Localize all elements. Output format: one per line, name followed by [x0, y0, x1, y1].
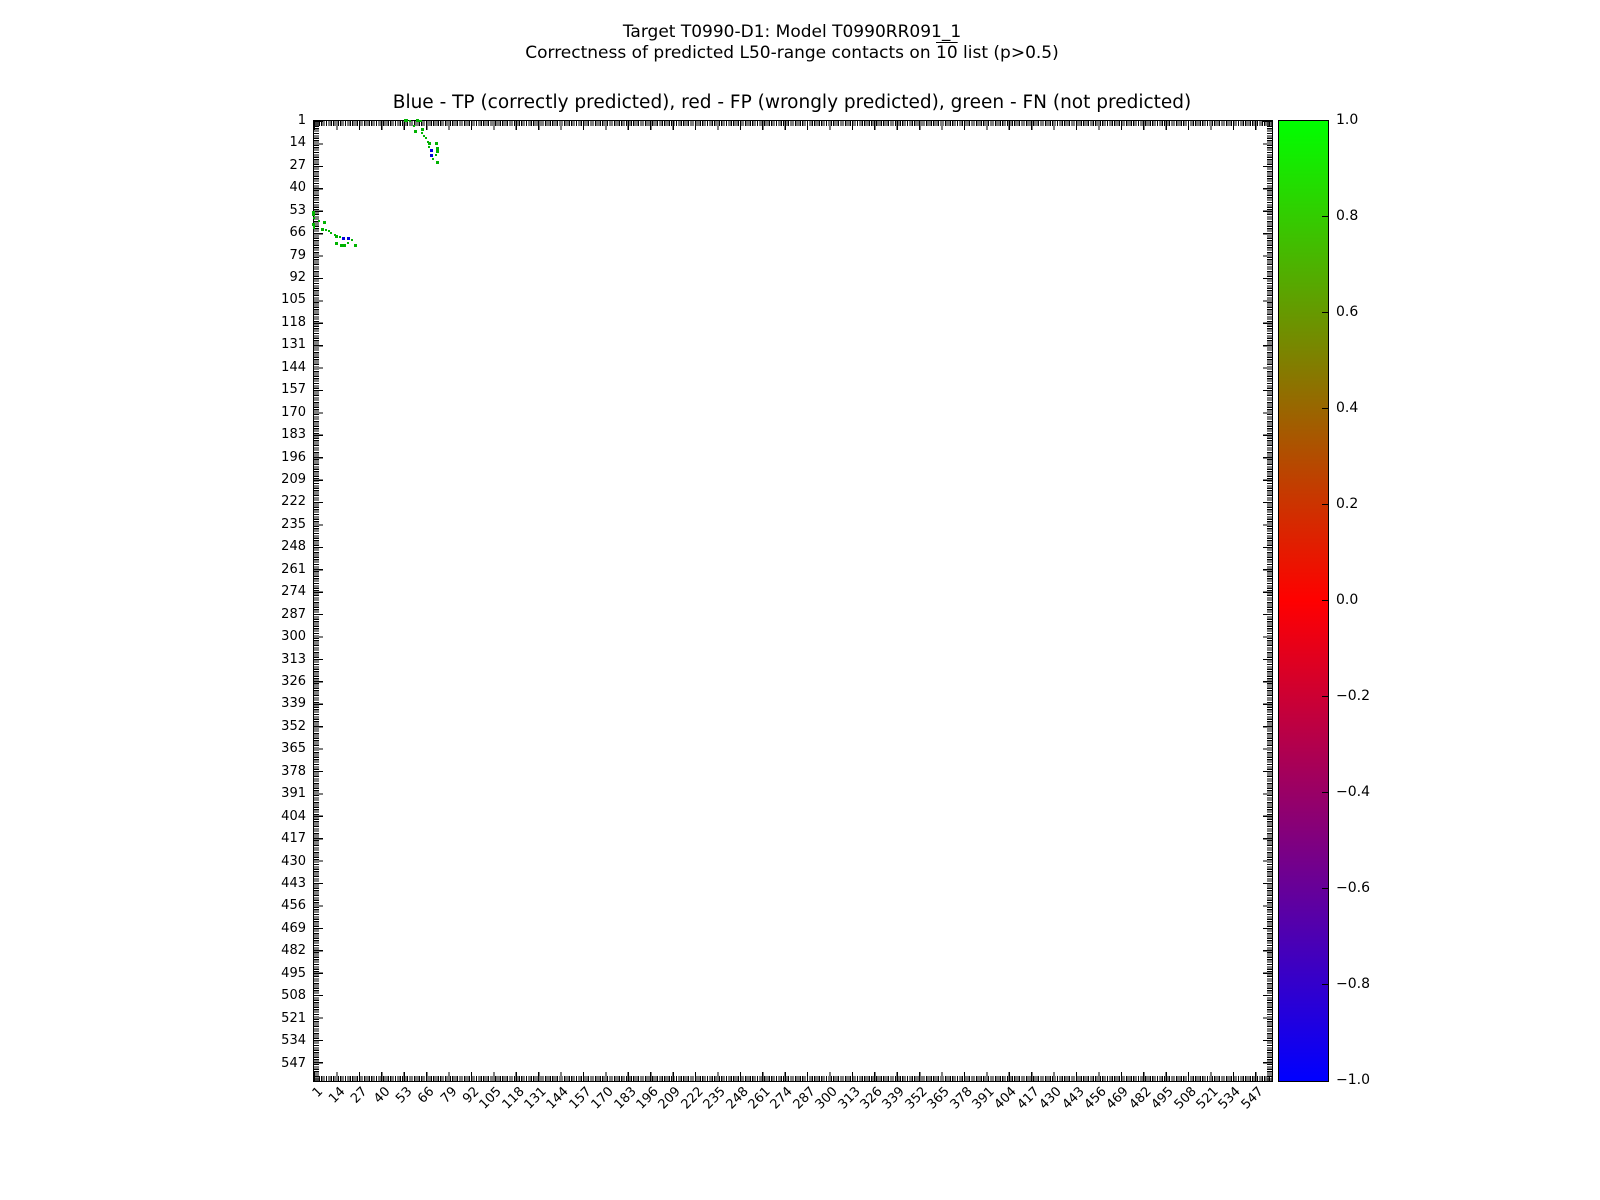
contact-dot-fn: [312, 213, 315, 216]
y-tick-label: 391: [281, 786, 306, 802]
colorbar-tick-label: −0.2: [1336, 688, 1370, 704]
colorbar-tick-label: −1.0: [1336, 1072, 1370, 1088]
contact-dot-fn: [421, 128, 424, 131]
y-tick-label: 40: [289, 180, 306, 196]
y-tick-label: 183: [281, 427, 306, 443]
x-tick-label: 53: [393, 1084, 416, 1107]
colorbar-tick-label: −0.4: [1336, 784, 1370, 800]
x-tick-label: 196: [633, 1084, 662, 1113]
colorbar-tick: [1322, 216, 1328, 218]
contact-dot-fn: [335, 242, 338, 245]
y-tick-label: 547: [281, 1055, 306, 1071]
y-tick-label: 248: [281, 539, 306, 555]
colorbar-tick: [1322, 312, 1328, 314]
colorbar-tick-label: 0.6: [1336, 304, 1359, 320]
contact-dot-fn: [435, 154, 437, 156]
colorbar-tick-label: 0.2: [1336, 496, 1359, 512]
x-tick-label: 27: [348, 1084, 371, 1107]
contact-dot-fn: [425, 137, 427, 139]
y-tick-label: 404: [281, 808, 306, 824]
colorbar-tick: [1322, 504, 1328, 506]
contact-dot-fn: [321, 228, 324, 231]
y-axis-minor-ticks-right: [1267, 121, 1272, 1081]
contact-dot-fn: [421, 132, 423, 134]
subtitle-overline: 10: [936, 43, 958, 63]
y-tick-label: 482: [281, 943, 306, 959]
x-tick-label: 534: [1215, 1084, 1245, 1113]
colorbar-tick: [1322, 696, 1328, 698]
x-tick-label: 443: [1059, 1084, 1088, 1113]
x-tick-label: 482: [1126, 1084, 1155, 1113]
x-tick-label: 404: [991, 1084, 1021, 1113]
colorbar-tick: [1322, 984, 1328, 986]
x-tick-label: 66: [415, 1084, 438, 1107]
y-tick-label: 235: [281, 516, 306, 532]
axes-title: Blue - TP (correctly predicted), red - FP (wrongly predicted), green - FN (not predicted): [392, 92, 1192, 113]
contact-dot-tp: [430, 149, 433, 152]
colorbar-tick-label: 0.0: [1336, 592, 1359, 608]
y-tick-label: 430: [281, 853, 306, 869]
contact-dot-fn: [323, 221, 326, 224]
subtitle-pre: Correctness of predicted L50-range contacts on: [525, 43, 936, 63]
figure-title: Target T0990-D1: Model T0990RR091_1: [622, 22, 962, 42]
x-tick-label: 105: [476, 1084, 505, 1113]
contact-dot-fn: [335, 235, 338, 238]
y-tick-label: 339: [281, 696, 306, 712]
y-tick-label: 14: [289, 135, 306, 151]
y-tick-label: 118: [281, 314, 306, 330]
x-tick-label: 79: [437, 1084, 461, 1107]
x-axis-minor-ticks-bottom: [314, 1076, 1272, 1081]
y-tick-label: 144: [281, 359, 306, 375]
y-tick-label: 443: [281, 876, 306, 892]
x-tick-label: 508: [1171, 1084, 1200, 1113]
x-axis-major-ticks-bottom: [314, 1072, 1272, 1081]
x-tick-label: 144: [544, 1084, 573, 1113]
y-tick-label: 469: [281, 920, 306, 936]
x-tick-label: 170: [588, 1084, 617, 1113]
y-tick-label: 1: [297, 112, 306, 128]
y-tick-label: 365: [281, 741, 306, 757]
contact-dot-fn: [313, 227, 315, 229]
contact-dot-fn: [428, 142, 431, 145]
contact-dot-tp: [347, 237, 350, 240]
colorbar-tick: [1322, 792, 1328, 794]
y-tick-label: 209: [281, 472, 306, 487]
x-tick-label: 1: [309, 1084, 326, 1101]
x-tick-label: 14: [325, 1084, 349, 1107]
contact-dot-fn: [405, 119, 408, 122]
x-tick-label: 157: [566, 1084, 595, 1113]
x-tick-label: 40: [370, 1084, 393, 1107]
contact-dot-fn: [436, 150, 439, 153]
x-tick-label: 261: [745, 1084, 774, 1113]
colorbar-tick-label: 0.4: [1336, 400, 1359, 416]
y-tick-label: 534: [281, 1033, 306, 1049]
y-tick-label: 352: [281, 718, 306, 734]
y-tick-label: 417: [281, 831, 306, 847]
colorbar-tick-label: 0.8: [1336, 208, 1359, 224]
contact-dot-fn: [330, 232, 332, 234]
y-tick-label: 131: [281, 337, 306, 353]
y-tick-label: 313: [281, 651, 306, 667]
x-tick-label: 287: [790, 1084, 819, 1113]
contact-dot-fn: [351, 239, 353, 241]
contact-dot-fn: [436, 161, 439, 164]
x-tick-label: 521: [1193, 1084, 1222, 1113]
x-tick-label: 495: [1148, 1084, 1177, 1113]
y-tick-label: 27: [289, 157, 306, 173]
y-tick-label: 495: [281, 965, 306, 981]
x-tick-label: 274: [767, 1084, 797, 1113]
contact-dot-fn: [313, 217, 315, 219]
contact-dot-fn: [354, 244, 357, 247]
contact-dot-fn: [420, 120, 422, 122]
y-tick-label: 105: [281, 292, 306, 308]
y-tick-label: 170: [281, 404, 306, 420]
colorbar-tick-label: 1.0: [1336, 112, 1359, 128]
y-tick-label: 274: [281, 584, 306, 600]
x-tick-label: 339: [879, 1084, 909, 1113]
x-tick-label: 248: [723, 1084, 752, 1113]
x-tick-label: 183: [611, 1084, 640, 1113]
figure-subtitle: [313, 43, 1271, 64]
x-tick-label: 378: [947, 1084, 976, 1113]
contact-dot-fn: [432, 158, 434, 160]
contact-dot-fn: [343, 244, 346, 247]
x-tick-label: 352: [902, 1084, 931, 1113]
colorbar-tick: [1322, 888, 1328, 890]
colorbar-tick: [1322, 600, 1328, 602]
colorbar-tick: [1322, 408, 1328, 410]
y-tick-label: 521: [281, 1010, 306, 1026]
contact-dot-fn: [413, 125, 415, 127]
x-tick-label: 326: [857, 1084, 886, 1113]
contact-dot-fn: [428, 146, 430, 148]
contact-dot-fn: [435, 142, 438, 145]
colorbar: [1278, 120, 1329, 1082]
x-axis-minor-ticks-top: [314, 121, 1272, 126]
contact-dot-fn: [347, 242, 349, 244]
x-tick-label: 131: [521, 1084, 550, 1113]
y-tick-label: 79: [289, 247, 306, 263]
plot-area: [313, 120, 1273, 1082]
y-tick-label: 456: [281, 898, 306, 914]
contact-dot-fn: [339, 236, 341, 238]
contact-dot-fn: [318, 220, 320, 222]
contact-dot-tp: [342, 237, 345, 240]
x-tick-label: 391: [969, 1084, 998, 1113]
x-axis-major-ticks-top: [314, 121, 1272, 130]
y-tick-label: 300: [281, 629, 306, 645]
x-tick-label: 209: [655, 1084, 685, 1113]
x-tick-label: 313: [835, 1084, 864, 1113]
x-tick-label: 430: [1036, 1084, 1065, 1113]
x-tick-label: 235: [700, 1084, 729, 1113]
y-axis-major-ticks-right: [1263, 121, 1272, 1081]
y-tick-label: 53: [289, 202, 306, 218]
contact-dot-tp: [430, 154, 433, 157]
y-tick-label: 378: [281, 763, 306, 779]
x-tick-label: 469: [1103, 1084, 1133, 1113]
y-tick-label: 222: [281, 494, 306, 510]
colorbar-tick-label: −0.6: [1336, 880, 1370, 896]
y-tick-label: 326: [281, 674, 306, 689]
x-tick-label: 456: [1081, 1084, 1110, 1113]
x-tick-label: 365: [924, 1084, 953, 1113]
y-tick-label: 92: [289, 269, 306, 285]
y-tick-label: 287: [281, 606, 306, 622]
x-tick-label: 547: [1238, 1084, 1267, 1113]
y-tick-label: 261: [281, 561, 306, 577]
x-tick-label: 92: [460, 1084, 483, 1107]
x-tick-label: 300: [812, 1084, 841, 1113]
y-tick-label: 66: [289, 225, 306, 241]
contact-dot-fn: [409, 120, 411, 122]
x-tick-label: 222: [678, 1084, 707, 1113]
y-tick-label: 196: [281, 449, 306, 465]
x-tick-label: 417: [1014, 1084, 1043, 1113]
y-tick-label: 157: [281, 382, 306, 398]
y-tick-label: 508: [281, 988, 306, 1004]
y-axis-minor-ticks-left: [314, 121, 319, 1081]
x-tick-label: 118: [499, 1084, 528, 1113]
subtitle-post: list (p>0.5): [957, 43, 1059, 63]
contact-dot-fn: [414, 130, 417, 133]
colorbar-tick-label: −0.8: [1336, 976, 1370, 992]
contact-dot-fn: [325, 229, 327, 231]
y-axis-major-ticks-left: [314, 121, 323, 1081]
